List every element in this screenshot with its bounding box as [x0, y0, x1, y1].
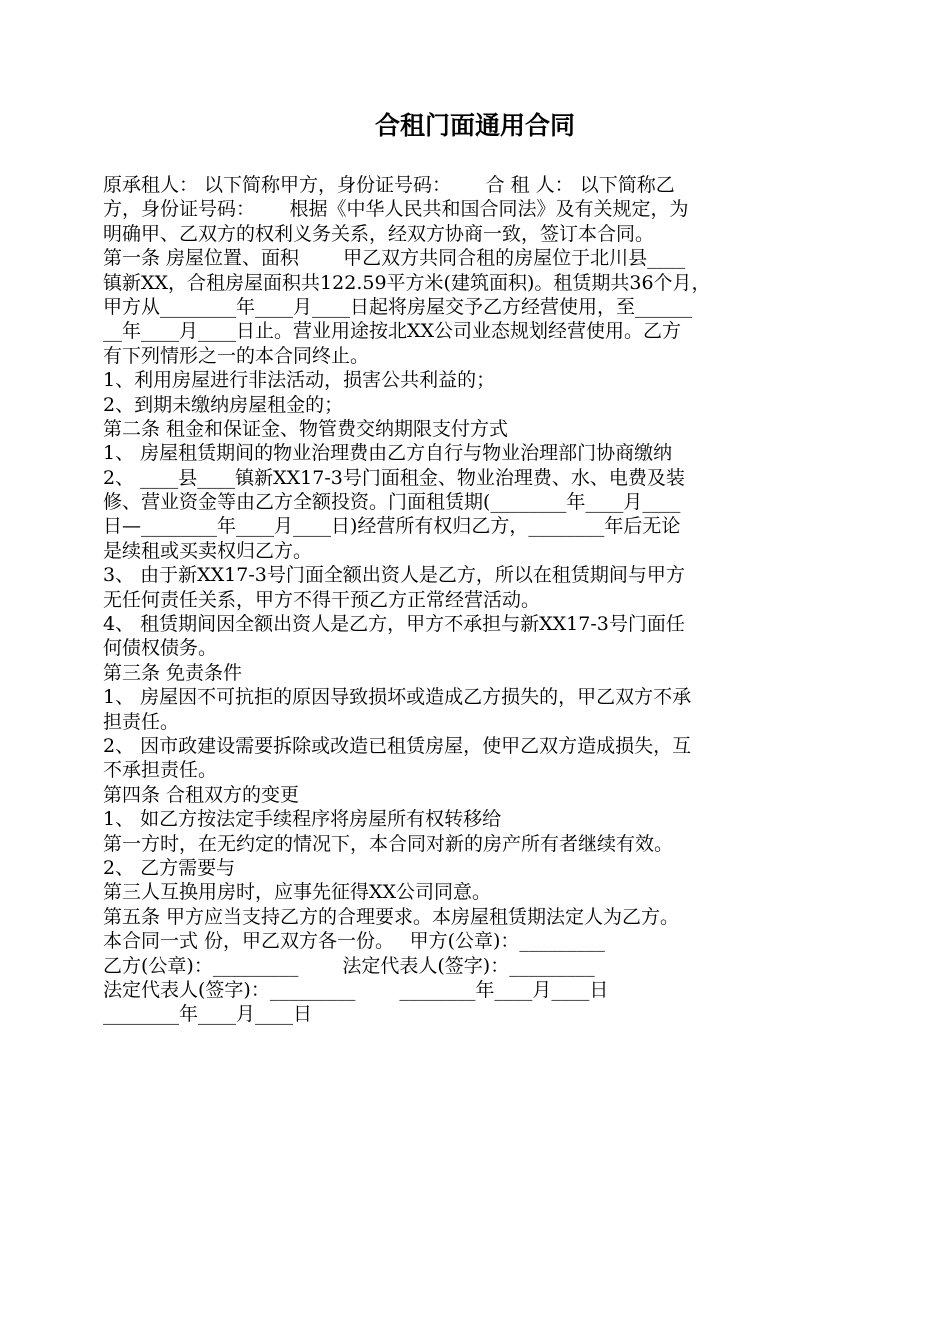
contract-line: 第三人互换用房时，应事先征得XX公司同意。 — [103, 881, 492, 904]
contract-line: 2、 ____县____镇新XX17-3号门面租金、物业治理费、水、电费及装 — [103, 466, 685, 489]
contract-line: 原承租人： 以下简称甲方，身份证号码： 合 租 人： 以下简称乙 — [103, 174, 675, 196]
contract-line: 2、 乙方需要与 — [103, 856, 236, 879]
contract-line: 2、到期未缴纳房屋租金的； — [103, 393, 344, 416]
contract-line: 1、利用房屋进行非法活动，损害公共利益的； — [103, 369, 496, 392]
contract-line: 甲方从________年____月____日起将房屋交予乙方经营使用，至______ — [103, 295, 693, 318]
contract-line: 1、 房屋因不可抗拒的原因导致损坏或造成乙方损失的，甲乙双方不承 — [103, 686, 692, 709]
contract-line: 方，身份证号码： 根据《中华人民共和国合同法》及有关规定，为 — [103, 198, 689, 221]
contract-line: 担责任。 — [103, 710, 180, 733]
contract-line: 是续租或买卖权归乙方。 — [103, 539, 313, 562]
contract-line: 明确甲、乙双方的权利义务关系，经双方协商一致，签订本合同。 — [103, 222, 655, 245]
document-title: 合租门面通用合同 — [374, 111, 575, 140]
contract-line: ________年____月____日 — [103, 1003, 313, 1026]
contract-line: 法定代表人(签字)：_________ ________年____月____日 — [103, 978, 609, 1001]
contract-line: 有下列情形之一的本合同终止。 — [103, 344, 370, 367]
contract-line: 3、 由于新XX17-3号门面全额出资人是乙方，所以在租赁期间与甲方 — [103, 564, 685, 587]
contract-line: 第四条 合租双方的变更 — [103, 783, 300, 806]
contract-line: 1、 如乙方按法定手续程序将房屋所有权转移给 — [103, 808, 502, 831]
contract-line: 第三条 免责条件 — [103, 661, 243, 684]
contract-line: 日—________年____月____日)经营所有权归乙方，________年后无论 — [103, 515, 681, 538]
contract-line: 不承担责任。 — [103, 759, 218, 782]
contract-line: 无任何责任关系，甲方不得干预乙方正常经营活动。 — [103, 588, 541, 611]
contract-line: 1、 房屋租赁期间的物业治理费由乙方自行与物业治理部门协商缴纳 — [103, 442, 673, 465]
contract-line: 何债权债务。 — [103, 637, 218, 660]
contract-body — [103, 173, 853, 1027]
contract-line: 2、 因市政建设需要拆除或改造已租赁房屋，使甲乙双方造成损失，互 — [103, 734, 692, 757]
contract-line: 第一条 房屋位置、面积 甲乙双方共同合租的房屋位于北川县____ — [103, 247, 686, 270]
contract-line: 乙方(公章)：_________ 法定代表人(签字)：_________ — [103, 954, 595, 977]
contract-line: 第二条 租金和保证金、物管费交纳期限支付方式 — [103, 417, 509, 440]
contract-line: 修、营业资金等由乙方全额投资。门面租赁期(________年____月____ — [103, 491, 681, 514]
contract-line: 本合同一式 份，甲乙双方各一份。 甲方(公章)：_________ — [103, 930, 605, 953]
contract-line: 第一方时，在无约定的情况下，本合同对新的房产所有者继续有效。 — [103, 832, 674, 855]
contract-line: 4、 租赁期间因全额出资人是乙方，甲方不承担与新XX17-3号门面任 — [103, 613, 685, 636]
contract-line: __年____月____日止。营业用途按北XX公司业态规划经营使用。乙方 — [103, 320, 682, 343]
contract-line: 第五条 甲方应当支持乙方的合理要求。本房屋租赁期法定人为乙方。 — [103, 905, 680, 928]
contract-line: 镇新XX，合租房屋面积共122.59平方米(建筑面积)。租赁期共36个月， — [103, 271, 711, 294]
